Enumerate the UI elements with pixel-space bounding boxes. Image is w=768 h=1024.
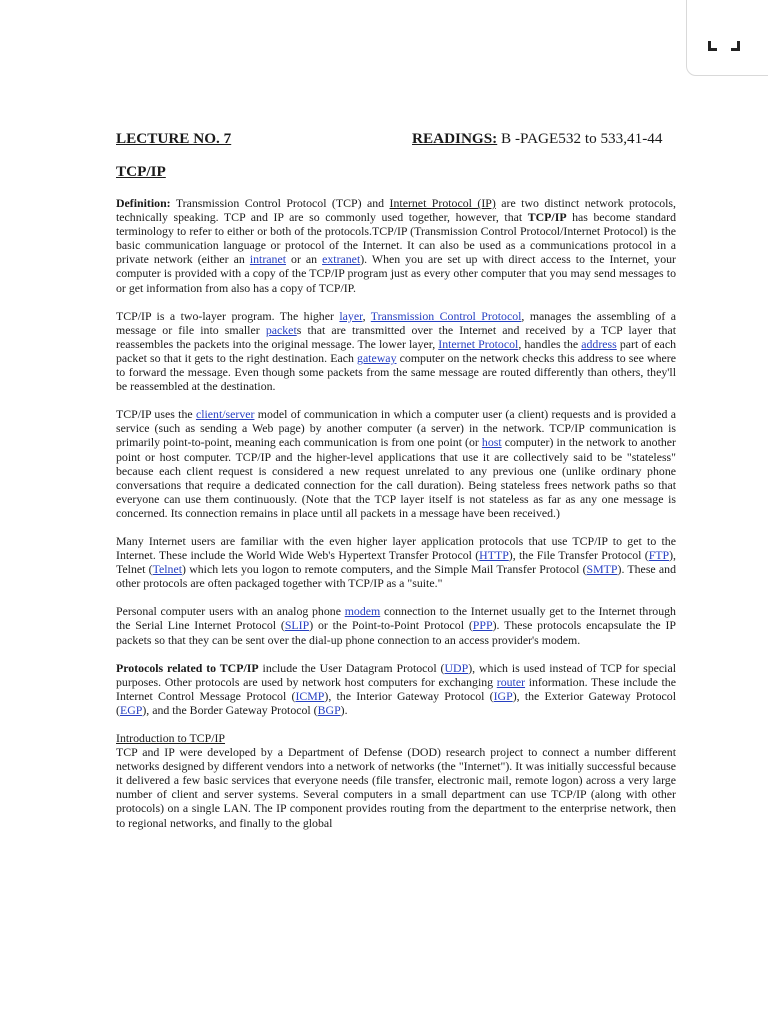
text: ). When you are set up with direct access to the Internet, your computer is provided with a copy of the TCP/IP program just as every other computer that you may send messages to or get information from also has a copy of TCP/IP. — [116, 252, 676, 295]
definition-label: Definition: — [116, 196, 171, 210]
extranet-link[interactable]: extranet — [322, 252, 361, 267]
layer-link[interactable]: layer — [339, 308, 363, 323]
text: part of each packet so that it gets to the right destination. Each — [116, 336, 676, 365]
telnet-link[interactable]: Telnet — [152, 562, 183, 577]
text: ) or the Point-to-Point Protocol ( — [309, 618, 473, 633]
slip-link[interactable]: SLIP — [284, 618, 310, 633]
intranet-link[interactable]: intranet — [249, 252, 287, 267]
host-link[interactable]: host — [481, 435, 502, 450]
modem-paragraph — [116, 604, 676, 646]
text: TCP/IP is a two-layer program. The higher — [116, 308, 340, 323]
text: ) which lets you logon to remote computers, and the Simple Mail Transfer Protocol ( — [182, 562, 587, 577]
text: , handles the — [518, 336, 582, 351]
gateway-link[interactable]: gateway — [357, 350, 397, 365]
lecture-number: LECTURE NO. 7 — [116, 130, 232, 147]
text: , — [362, 308, 371, 323]
client-server-paragraph — [116, 407, 676, 520]
corner-tab — [686, 0, 768, 76]
introduction-section — [116, 731, 676, 830]
corner-bracket-icon[interactable] — [708, 41, 740, 51]
internet-protocol-link[interactable]: Internet Protocol — [438, 336, 519, 351]
text: ). These and other protocols are often packaged together with TCP/IP as a "suite." — [116, 562, 676, 591]
text: , manages the assembling of a message or file into smaller — [116, 308, 676, 337]
text: Many Internet users are familiar with the even higher layer application protocols that use TCP/IP to get to the Internet. These include the World Wide Web's Hypertext Transfer Protocol ( — [116, 533, 676, 563]
text: has become standard terminology to refer to either or both of the protocols.TCP/IP (Transmission Control Protocol/Internet Protocol) is the basic communication language or protocol of the Internet. It can also be used as a communications protocol in a private network (either an — [116, 210, 676, 267]
text: ). These protocols encapsulate the IP packets so that they can be sent over the dial-up phone connection to an access provider's modem. — [116, 618, 676, 647]
udp-link[interactable]: UDP — [444, 660, 469, 675]
icmp-link[interactable]: ICMP — [295, 688, 325, 703]
egp-link[interactable]: EGP — [119, 702, 143, 717]
text: Transmission Control Protocol (TCP) and — [170, 196, 390, 210]
address-link[interactable]: address — [581, 336, 617, 351]
text: TCP/IP uses the — [116, 407, 196, 422]
introduction-text: TCP and IP were developed by a Department of Defense (DOD) research project to connect a number different networks designed by different vendors into a network of networks (the "Internet"). It was initially successful because it delivered a few basic services that everyone needs (file transfer, electronic mail, remote logon) across a very large number of client and server systems. Several computers in a small department can use TCP/IP (along with other protocols) on a single LAN. The IP component provides routing from the department to the enterprise network, then to regional networks, and finally to the global — [116, 745, 676, 830]
heading-row — [116, 130, 676, 152]
related-protocols-paragraph — [116, 661, 676, 717]
text: s that are transmitted over the Internet and received by a TCP layer that reassembles the packets into the original message. The lower layer, — [116, 322, 676, 351]
readings-label: READINGS: — [412, 130, 498, 147]
igp-link[interactable]: IGP — [493, 688, 513, 703]
text: model of communication in which a computer user (a client) requests and is provided a service (such as sending a Web page) by another computer (a server) in the network. TCP/IP communication is primarily point-to-point, meaning each communication is from one point (or — [116, 407, 676, 450]
internet-protocol-text: Internet Protocol (IP) — [389, 196, 496, 210]
page-title: TCP/IP — [116, 163, 166, 180]
text: ), the File Transfer Protocol ( — [508, 548, 649, 563]
client-server-link[interactable]: client/server — [195, 407, 255, 422]
application-protocols-paragraph — [116, 534, 676, 590]
text: or an — [286, 252, 323, 267]
http-link[interactable]: HTTP — [479, 548, 509, 563]
text: computer) in the network to another point or host computer. TCP/IP and the higher-level applications that use it are collectively said to be "stateless" because each client request is considered a new request unrelated to any previous one (unlike ordinary phone conversations that require a dedicated connection for the call duration). Being stateless frees network paths so that everyone can use them continuously. (Note that the TCP layer itself is not stateless as far as any one message is concerned. Its connection remains in place until all packets in a message have been received.) — [116, 435, 676, 520]
text: include the User Datagram Protocol ( — [258, 660, 445, 675]
definition-paragraph — [116, 196, 676, 295]
text: ), and the Border Gateway Protocol ( — [142, 702, 318, 717]
related-protocols-label: Protocols related to TCP/IP — [116, 660, 259, 675]
text: ). — [340, 702, 348, 717]
readings-value: B -PAGE532 to 533,41-44 — [497, 130, 663, 147]
tcpip-bold: TCP/IP — [527, 210, 567, 225]
bgp-link[interactable]: BGP — [317, 702, 341, 717]
text: Personal computer users with an analog phone — [116, 604, 345, 619]
text: information. These include the Internet Control Message Protocol ( — [116, 674, 676, 703]
text: ), the Exterior Gateway Protocol ( — [116, 688, 676, 717]
smtp-link[interactable]: SMTP — [586, 562, 618, 577]
readings — [412, 130, 662, 148]
ftp-link[interactable]: FTP — [648, 548, 670, 563]
text: ), the Interior Gateway Protocol ( — [324, 688, 494, 703]
tcp-link[interactable]: Transmission Control Protocol — [370, 308, 522, 323]
packet-link[interactable]: packet — [265, 322, 297, 337]
text: computer on the network checks this address to see where to forward the message. Even though some packets from the same message are routed differently than others, they'll be reassembled at the destination. — [116, 350, 676, 394]
text: are two distinct network protocols, technically speaking. TCP and IP are so commonly used together, however, that — [116, 196, 676, 225]
text: ), which is used instead of TCP for special purposes. Other protocols are used by network host computers for exchanging — [116, 660, 677, 689]
text: ), Telnet ( — [116, 548, 677, 577]
document-page — [116, 130, 676, 830]
router-link[interactable]: router — [496, 674, 526, 689]
modem-link[interactable]: modem — [344, 604, 381, 619]
section-heading: Introduction to TCP/IP — [116, 731, 226, 745]
text: connection to the Internet usually get to the Internet through the Serial Line Internet Protocol ( — [116, 604, 676, 633]
ppp-link[interactable]: PPP — [472, 618, 493, 633]
two-layer-paragraph — [116, 309, 676, 394]
